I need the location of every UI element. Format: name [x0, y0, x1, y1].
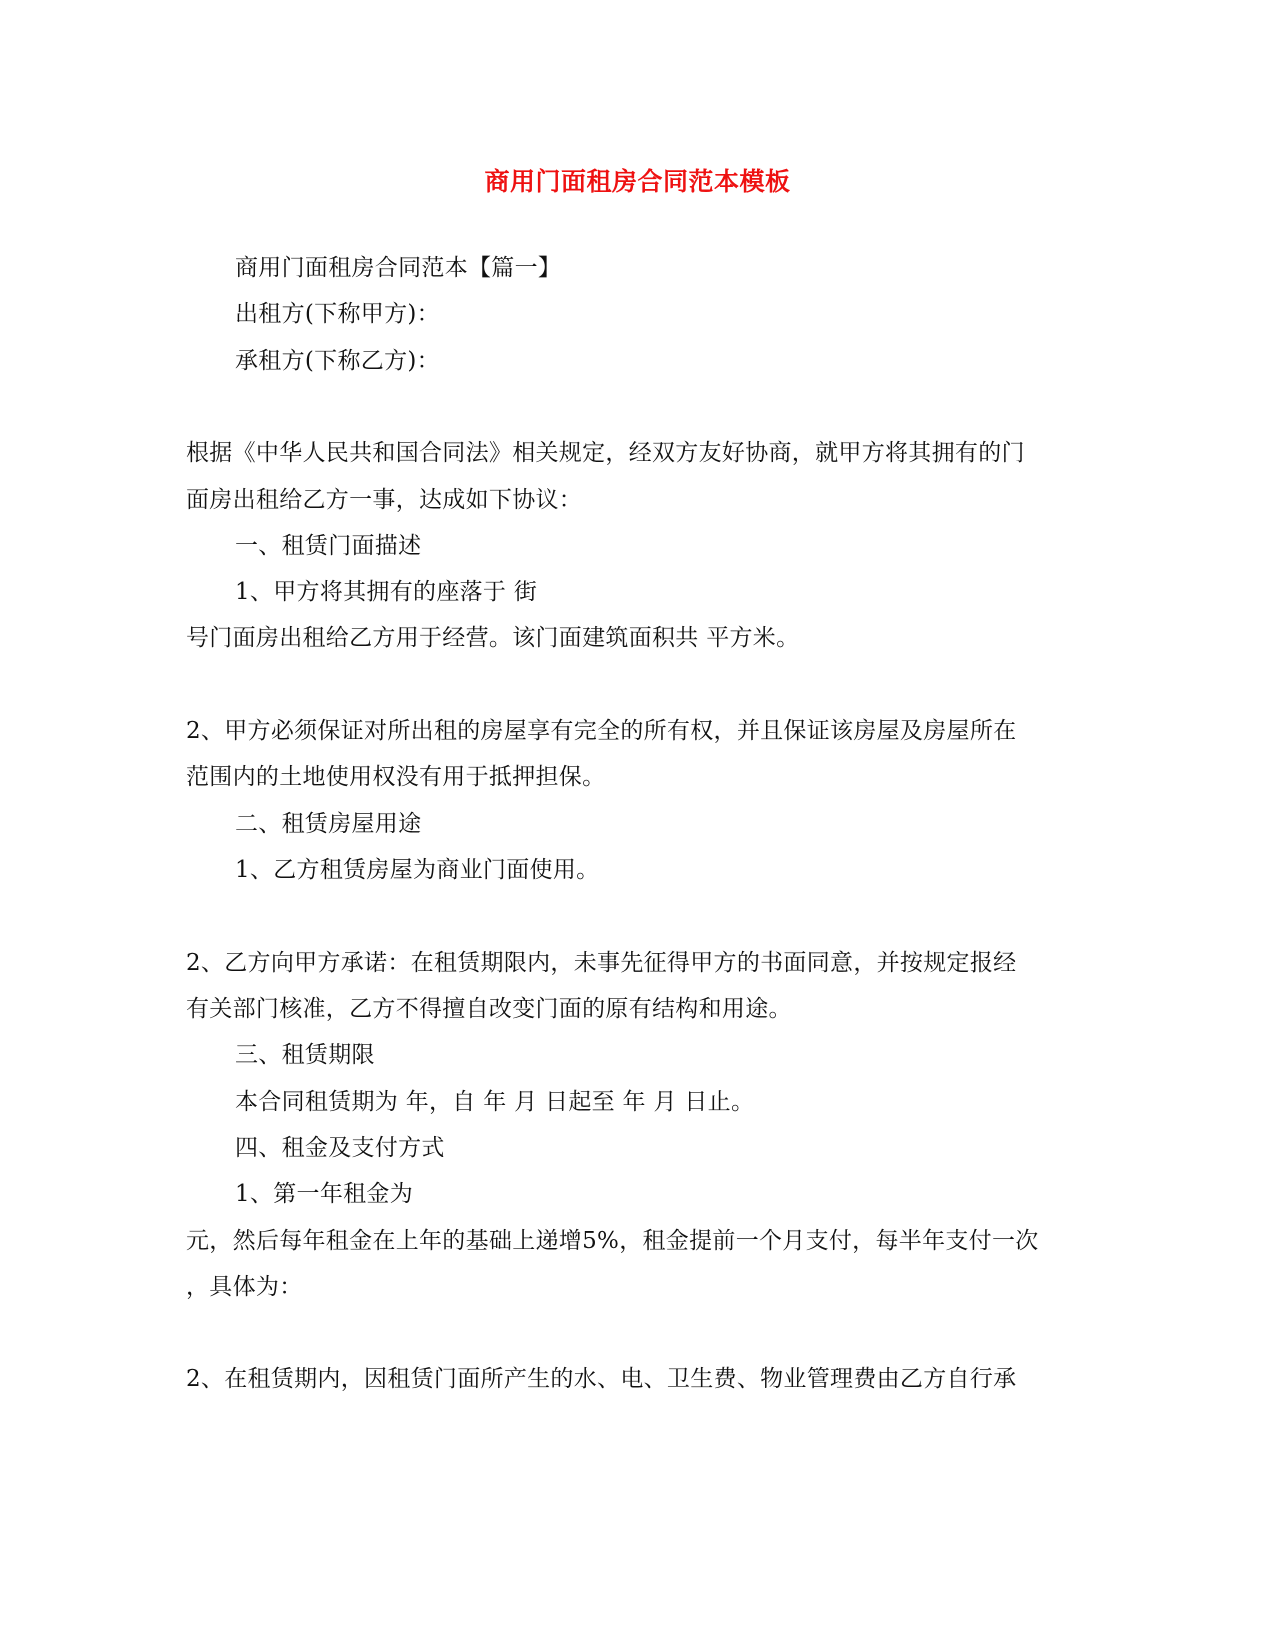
paragraph-line: 2、在租赁期内，因租赁门面所产生的水、电、卫生费、物业管理费由乙方自行承 [186, 1366, 1017, 1392]
paragraph-line: 根据《中华人民共和国合同法》相关规定，经双方友好协商，就甲方将其拥有的门 [186, 440, 1025, 466]
clause-heading: 二、租赁房屋用途 [235, 811, 422, 837]
paragraph-line: 2、甲方必须保证对所出租的房屋享有完全的所有权，并且保证该房屋及房屋所在 [186, 718, 1017, 744]
paragraph-line: 1、甲方将其拥有的座落于 街 [235, 579, 538, 605]
section-heading: 商用门面租房合同范本【篇一】 [235, 255, 562, 281]
paragraph-line: 1、乙方租赁房屋为商业门面使用。 [235, 857, 600, 883]
paragraph-line: 本合同租赁期为 年，自 年 月 日起至 年 月 日止。 [235, 1089, 755, 1115]
lessor-line: 出租方(下称甲方)： [235, 301, 440, 327]
paragraph-line: 范围内的土地使用权没有用于抵押担保。 [186, 764, 606, 790]
paragraph-line: 元，然后每年租金在上年的基础上递增5%，租金提前一个月支付，每半年支付一次 [186, 1228, 1039, 1254]
clause-heading: 一、租赁门面描述 [235, 533, 422, 559]
lessee-line: 承租方(下称乙方)： [235, 348, 440, 374]
document-title: 商用门面租房合同范本模板 [484, 167, 791, 196]
paragraph-line: 号门面房出租给乙方用于经营。该门面建筑面积共 平方米。 [186, 625, 800, 651]
paragraph-line: 1、第一年租金为 [235, 1181, 414, 1207]
paragraph-line: 2、乙方向甲方承诺：在租赁期限内，未事先征得甲方的书面同意，并按规定报经 [186, 950, 1017, 976]
paragraph-line: 面房出租给乙方一事，达成如下协议： [186, 487, 583, 513]
paragraph-line: ，具体为： [186, 1274, 303, 1300]
clause-heading: 三、租赁期限 [235, 1042, 375, 1068]
paragraph-line: 有关部门核准，乙方不得擅自改变门面的原有结构和用途。 [186, 996, 792, 1022]
clause-heading: 四、租金及支付方式 [235, 1135, 445, 1161]
